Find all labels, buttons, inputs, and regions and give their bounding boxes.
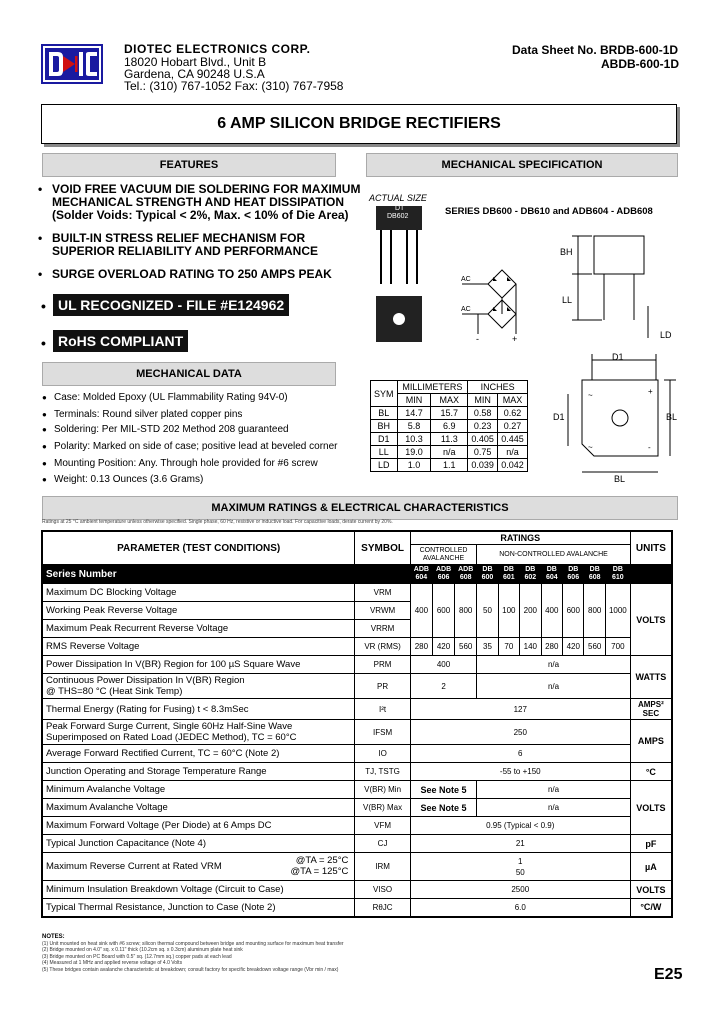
symbol-header: SYMBOL: [355, 531, 410, 565]
actual-size-label: ACTUAL SIZE: [369, 193, 427, 203]
note-item: (2) Bridge mounted on 4.0" sq. x 0.11" thick (10.2cm sq. x 0.3cm) aluminum plate heat sink: [42, 947, 243, 953]
company-address-2: Gardena, CA 90248 U.S.A: [124, 67, 265, 81]
table-row: Minimum Avalanche Voltage V(BR) Min See Note 5 n/a VOLTS: [42, 781, 672, 799]
title-box: [41, 104, 677, 144]
note-item: (4) Measured at 1 MHz and applied reverse voltage of 4.0 Volts: [42, 960, 183, 966]
table-row: Average Forward Rectified Current, TC = 60°C (Note 2) IO 6: [42, 745, 672, 763]
table-row: Thermal Energy (Rating for Fusing) t < 8.3mSec I²t 127 AMPS² SEC: [42, 699, 672, 720]
ll-label: LL: [562, 295, 573, 305]
table-row: Typical Junction Capacitance (Note 4) CJ 21 pF: [42, 835, 672, 853]
table-row: Minimum Insulation Breakdown Voltage (Circuit to Case) VISO 2500 VOLTS: [42, 881, 672, 899]
ratings-note: Ratings at 25 °C ambient temperature unless otherwise specified. Single phase, 60 Hz, resistive or inductive load. For capacitive loads, derate current by 20%.: [42, 519, 393, 525]
table-row: RMS Reverse Voltage VR (RMS) 280 420 560 35 70 140 280 420 560 700: [42, 638, 672, 656]
bl-label-side: BL: [666, 412, 678, 422]
table-row: Power Dissipation In V(BR) Region for 100 µS Square Wave PRM 400 n/a WATTS: [42, 656, 672, 674]
ld-label: LD: [660, 330, 672, 340]
page-number: E25: [654, 966, 683, 983]
table-row: Working Peak Reverse Voltage VRWM: [42, 602, 672, 620]
svg-text:~: ~: [588, 391, 593, 400]
datasheet-number: Data Sheet No. BRDB-600-1D: [512, 43, 679, 57]
table-row: Maximum Avalanche Voltage V(BR) Max See Note 5 n/a: [42, 799, 672, 817]
note-item: (1) Unit mounted on heat sink with #6 screw; silicon thermal compound between bridge and mounting surface for maximum heat transfer: [42, 940, 344, 947]
table-row: Maximum Reverse Current at Rated VRM @TA = 25°C @TA = 125°C IRM 1 50 µA: [42, 853, 672, 881]
mech-spec-heading: MECHANICAL SPECIFICATION: [366, 153, 678, 177]
series-label: SERIES DB600 - DB610 and ADB604 - ADB608: [445, 206, 653, 217]
table-row: Continuous Power Dissipation In V(BR) Region @ THS=80 °C (Heat Sink Temp) PR 2 n/a: [42, 674, 672, 699]
table-row: BH 5.8 6.9 0.23 0.27: [371, 420, 528, 433]
svg-text:+: +: [648, 387, 653, 396]
part-marking-top: DT: [395, 205, 405, 212]
d1-label-top: D1: [612, 352, 624, 362]
table-row: Typical Thermal Resistance, Junction to Case (Note 2) RθJC 6.0 °C/W: [42, 899, 672, 917]
table-row: Peak Forward Surge Current, Single 60Hz Half-Sine Wave Superimposed on Rated Load (JEDEC Method), TC = 60°C IFSM 250 AMPS: [42, 720, 672, 745]
company-name: DIOTEC ELECTRONICS CORP.: [124, 42, 311, 56]
table-row: Maximum Forward Voltage (Per Diode) at 6 Amps DC VFM 0.95 (Typical < 0.9): [42, 817, 672, 835]
table-row: BL 14.7 15.7 0.58 0.62: [371, 407, 528, 420]
param-header: PARAMETER (TEST CONDITIONS): [42, 531, 355, 565]
note-item: (3) Bridge mounted on PC Board with 0.5" sq. (12.7mm sq.) copper pads at each lead: [42, 953, 232, 960]
svg-text:-: -: [648, 443, 651, 452]
table-row: Junction Operating and Storage Temperature Range TJ, TSTG -55 to +150 °C: [42, 763, 672, 781]
table-row: Maximum Peak Recurrent Reverse Voltage VRRM: [42, 620, 672, 638]
bridge-schematic: [458, 262, 538, 342]
page-title: 6 AMP SILICON BRIDGE RECTIFIERS: [217, 115, 501, 132]
datasheet-number-2: ABDB-600-1D: [601, 57, 680, 71]
table-row: LD 1.0 1.1 0.039 0.042: [371, 459, 528, 472]
table-row: Maximum DC Blocking Voltage VRM 400 600 800 50 100 200 400 600 800 1000 VOLTS: [42, 584, 672, 602]
ac-label: AC: [461, 276, 471, 283]
part-drawing: [370, 204, 428, 354]
series-row: Series Number ADB 604 ADB 606 ADB 608 DB 600 DB 601 DB 602 DB 604 DB 606 DB 608 DB 610: [42, 565, 672, 584]
bl-label-bottom: BL: [614, 474, 626, 484]
features-heading: FEATURES: [42, 153, 336, 177]
svg-text:~: ~: [588, 443, 593, 452]
company-address-1: 18020 Hobart Blvd., Unit B: [124, 55, 267, 69]
ratings-heading: MAXIMUM RATINGS & ELECTRICAL CHARACTERISTICS: [42, 496, 678, 520]
minus-label: -: [476, 334, 479, 344]
note-item: (5) These bridges contain avalanche characteristic at breakdown; consult factory for specific breakdown voltage range (Vbr min / max): [42, 966, 339, 973]
top-view-drawing: [548, 350, 678, 490]
bh-label: BH: [560, 247, 573, 257]
units-header: UNITS: [630, 531, 672, 565]
company-phone: Tel.: (310) 767-1052 Fax: (310) 767-7958: [124, 79, 344, 93]
table-row: LL 19.0 n/a 0.75 n/a: [371, 446, 528, 459]
d1-label-side: D1: [553, 412, 565, 422]
rohs-badge: RoHS COMPLIANT: [53, 330, 188, 352]
plus-label: +: [512, 334, 518, 344]
company-logo: [41, 44, 103, 84]
mech-data-heading: MECHANICAL DATA: [42, 362, 336, 386]
ratings-header: RATINGS: [410, 531, 630, 545]
ac-label: AC: [461, 306, 471, 313]
table-row: D1 10.3 11.3 0.405 0.445: [371, 433, 528, 446]
part-marking-bottom: DB602: [387, 213, 409, 220]
notes: NOTES: (1) Unit mounted on heat sink with #6 screw; silicon thermal compound between bridge and mounting surface for maximum heat transfer (2) Bridge mounted on 4.0" sq. x 0.11" thick (10.2cm sq. x 0.3cm) aluminum plate heat sink (3) Bridge mounted on PC Board with 0.5" sq. (12.7mm sq.) copper pads at each lead (4) Measured at 1 MHz and applied reverse voltage of 4.0 Volts (5) These bridges contain avalanche characteristic at breakdown; consult factory for specific breakdown voltage range (Vbr min / max): [42, 934, 344, 973]
ul-badge: UL RECOGNIZED - FILE #E124962: [53, 294, 289, 316]
dimensions-table: SYM MILLIMETERS INCHES MIN MAX MIN MAX BL 14.7 15.7 0.58 0.62 BH 5.8 6.9 0.23 0.27 D1 10.3 11.3 0.405 0.445 LL 19.0 n/a 0.75 n/a LD 1.0 1.1 0.039 0.042: [370, 380, 528, 472]
side-view-drawing: [548, 228, 678, 348]
ratings-table: PARAMETER (TEST CONDITIONS) SYMBOL RATINGS UNITS CONTROLLED AVALANCHE NON-CONTROLLED AVALANCHE Series Number ADB 604 ADB 606 ADB 608 DB 600 DB 601 DB 602 DB 604 DB 606 DB 608 DB 610 Maximum DC Blocking Voltage VRM 400 600 800 50 100 200 400 600 800 1000 VOLTS Working Peak Reverse Voltage VRWM Maximum Peak Recurrent Reverse Voltage VRRM RMS Reverse Voltage VR (RMS) 280 420 560 35 70 140 280 420 560 700 Power Dissipation In V(BR) Region for 100 µS Square Wave PRM 400 n/a WATTS Continuous Power Dissipation In V(BR) Region @ THS=80 °C (Heat Sink Temp) PR 2 n/a Thermal Energy (Rating for Fusing) t < 8.3mSec I²t 127 AMPS² SEC Peak Forward Surge Current, Single 60Hz Half-Sine Wave Superimposed on Rated Load (JEDEC Method), TC = 60°C IFSM 250 AMPS Average Forward Rectified Current, TC = 60°C (Note 2) IO 6 Junction Operating and Storage Temperature Range TJ, TSTG -55 to +150 °C Minimum Avalanche Voltage V(BR) Min See Note 5 n/a VOLTS Maximum Avalanche Voltage V(BR) Max See Note 5 n/a Maximum Forward Voltage (Per Diode) at 6 Amps DC VFM 0.95 (Typical < 0.9) Typical Junction Capacitance (Note 4) CJ 21 pF Maximum Reverse Current at Rated VRM @TA = 25°C @TA = 125°C IRM 1 50 µA Minimum Insulation Breakdown Voltage (Circuit to Case) VISO 2500 VOLTS Typical Thermal Resistance, Junction to Case (Note 2) RθJC 6.0 °C/W: [41, 530, 673, 918]
